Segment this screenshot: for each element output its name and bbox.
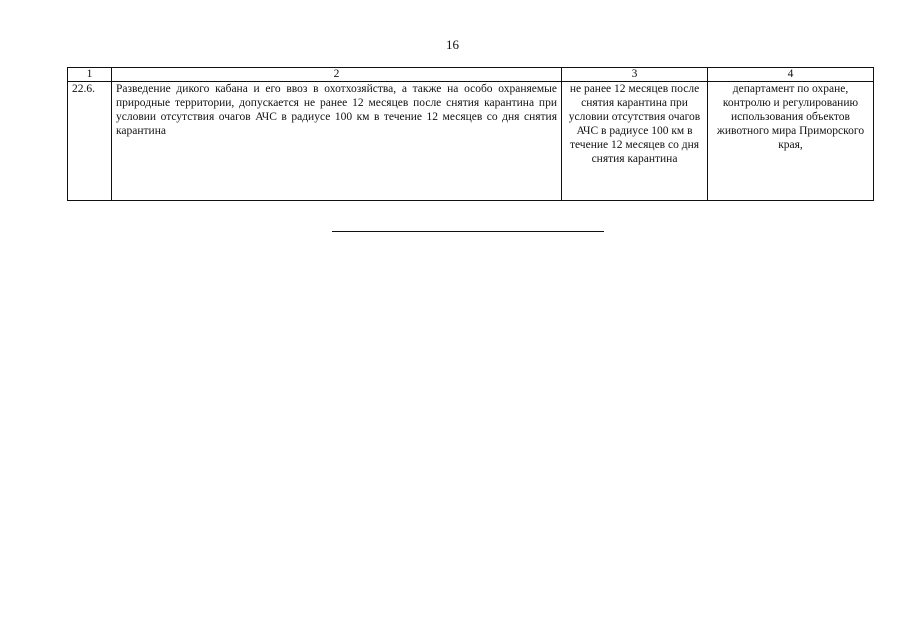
row-term-cell: не ранее 12 месяцев после снятия карантина при условии отсутствия очагов АЧС в радиусе 100 км в течение 12 месяцев со дня снятия карантина	[562, 82, 708, 201]
row-description-cell: Разведение дикого кабана и его ввоз в охотхозяйства, а также на особо охраняемые природные территории, допускается не ранее 12 месяцев после снятия карантина при условии отсутствия очагов АЧС в радиусе 100 км в течение 12 месяцев со дня снятия карантина	[112, 82, 562, 201]
header-cell-4: 4	[708, 68, 874, 82]
header-cell-3: 3	[562, 68, 708, 82]
header-cell-2: 2	[112, 68, 562, 82]
closing-rule-line	[332, 231, 604, 232]
document-table	[67, 67, 874, 201]
page-number: 16	[446, 37, 459, 52]
row-responsible-cell: департамент по охране, контролю и регулированию использования объектов животного мира Приморского края,	[708, 82, 874, 201]
table-row	[68, 82, 874, 201]
row-number-cell: 22.6.	[68, 82, 112, 201]
header-cell-1: 1	[68, 68, 112, 82]
table-header-row	[68, 68, 874, 82]
